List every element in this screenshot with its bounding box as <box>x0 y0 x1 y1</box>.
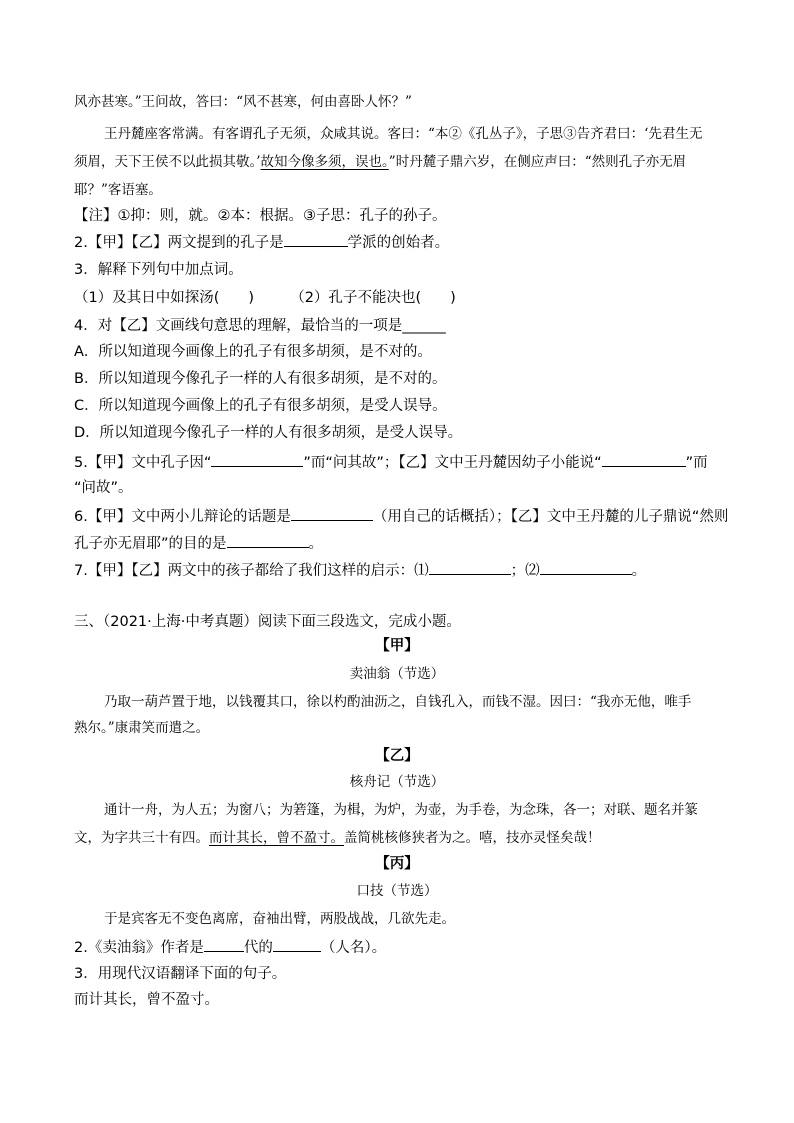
answer-blank[interactable] <box>540 560 632 575</box>
passage-text: 盖简桃核修狭者为之。嘻，技亦灵怪矣哉！ <box>344 830 601 846</box>
passage-yi-title: 核舟记（节选） <box>349 774 445 790</box>
question-text: 7.【甲】【乙】两文中的孩子都给了我们这样的启示：⑴ <box>74 563 429 579</box>
passage-line <box>74 828 601 848</box>
question-text: 2.【甲】【乙】两文提到的孔子是 <box>74 235 284 251</box>
answer-blank[interactable] <box>204 937 244 952</box>
passage-bing-title: 口技（节选） <box>356 883 438 899</box>
question-text: ”而“问其故”；【乙】文中王丹麓因幼子小能说“ <box>303 455 602 471</box>
answer-blank[interactable] <box>273 937 321 952</box>
question-5 <box>74 452 708 473</box>
question-2 <box>74 232 449 253</box>
question-text: （用自己的话概括）；【乙】文中王丹麓的儿子鼎说“然则 <box>372 509 729 525</box>
passage-line: 风亦甚寒。”王问故，答曰：“风不甚寒，何由喜卧人怀？” <box>74 94 412 110</box>
underlined-sentence: 故知今像多须，误也。 <box>260 154 389 170</box>
passage-line: 耶？”客语塞。 <box>74 182 162 198</box>
question-6 <box>74 506 728 527</box>
question-7 <box>74 560 646 581</box>
passage-yi-label: 【乙】 <box>375 748 419 764</box>
passage-line: 通计一舟，为人五；为窗八；为箬篷，为楫，为炉，为壶，为手卷，为念珠，各一；对联、题名并篆 <box>104 802 698 818</box>
question-3: 3．解释下列句中加点词。 <box>74 262 243 278</box>
question-3-sentence: 而计其长，曾不盈寸。 <box>74 992 219 1008</box>
passage-line: 王丹麓座客常满。有客谓孔子无须，众咸其说。客曰：“本②《孔丛子》，子思③告齐君曰：‘先君生无 <box>104 126 703 142</box>
passage-bing-label: 【丙】 <box>375 856 419 872</box>
option-c: C．所以知道现今画像上的孔子有很多胡须，是受人误导。 <box>74 398 447 414</box>
question-4: 4．对【乙】文画线句意思的理解，最恰当的一项是______ <box>74 318 446 334</box>
passage-line: 熟尔。”康肃笑而遣之。 <box>74 720 210 736</box>
question-2 <box>74 937 386 958</box>
question-text: 5.【甲】文中孔子因“ <box>74 455 212 471</box>
question-3-items: （1）及其日中如探汤( ) （2）孔子不能决也( ) <box>74 290 456 306</box>
section-heading: 三、（2021·上海·中考真题）阅读下面三段选文，完成小题。 <box>74 614 461 630</box>
passage-jia-title: 卖油翁（节选） <box>349 666 445 682</box>
answer-blank[interactable] <box>602 452 686 467</box>
passage-text: ”时丹麓子鼎六岁，在侧应声曰：“然则孔子亦无眉 <box>388 154 687 170</box>
passage-text: 文，为字共三十有四。 <box>74 830 209 846</box>
question-text: ；⑵ <box>510 563 540 579</box>
annotation-note: 【注】①抑：则，就。②本：根据。③子思：孔子的孙子。 <box>74 208 447 224</box>
question-text: 。 <box>308 536 324 552</box>
underlined-sentence: 而计其长，曾不盈寸。 <box>209 830 344 846</box>
passage-line: 乃取一葫芦置于地，以钱覆其口，徐以杓酌油沥之，自钱孔入，而钱不湿。因曰：“我亦无他，唯手 <box>104 694 692 710</box>
question-3: 3．用现代汉语翻译下面的句子。 <box>74 966 287 982</box>
answer-blank[interactable] <box>227 533 309 548</box>
answer-blank[interactable] <box>284 232 348 247</box>
question-text: ”而 <box>685 455 708 471</box>
question-text: 代的 <box>243 940 273 956</box>
question-6-cont <box>74 533 323 554</box>
option-d: D．所以知道现今像孔子一样的人有很多胡须，是受人误导。 <box>74 425 463 441</box>
question-text: （人名）。 <box>320 940 387 956</box>
answer-blank[interactable] <box>291 506 373 521</box>
passage-line: 于是宾客无不变色离席，奋袖出臂，两股战战，几欲先走。 <box>104 911 455 927</box>
answer-blank[interactable] <box>429 560 511 575</box>
option-a: A．所以知道现今画像上的孔子有很多胡须，是不对的。 <box>74 344 432 360</box>
question-text: 孔子亦无眉耶”的目的是 <box>74 536 227 552</box>
passage-line <box>74 152 686 172</box>
question-text: 2.《卖油翁》作者是 <box>74 940 204 956</box>
question-text: 。 <box>631 563 647 579</box>
question-text: 学派的创始者。 <box>347 235 450 251</box>
question-text: 6.【甲】文中两小儿辩论的话题是 <box>74 509 291 525</box>
option-b: B．所以知道现今像孔子一样的人有很多胡须，是不对的。 <box>74 371 447 387</box>
passage-text: 须眉，天下王侯不以此损其敬。’ <box>74 154 261 170</box>
answer-blank[interactable] <box>211 452 303 467</box>
question-5-cont: “问故”。 <box>74 480 133 496</box>
passage-jia-label: 【甲】 <box>375 638 419 654</box>
